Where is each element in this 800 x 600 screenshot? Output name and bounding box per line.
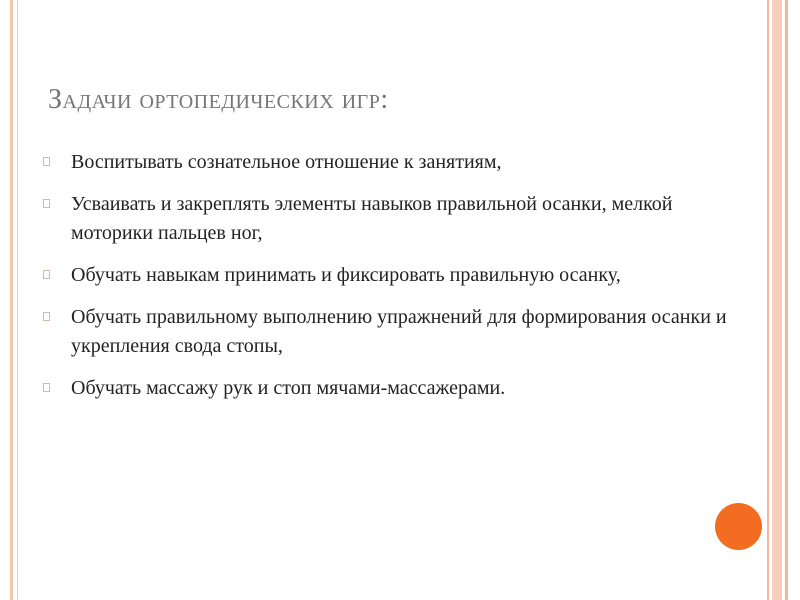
right-border-stripe [767, 0, 769, 600]
bullet-list [40, 148, 740, 416]
bullet-item [40, 190, 740, 248]
bullet-marker-icon [43, 383, 50, 392]
bullet-text: Обучать правильному выполнению упражнений для формирования осанки и укрепления свода стопы, [71, 306, 727, 357]
bullet-text: Усваивать и закреплять элементы навыков правильной осанки, мелкой моторики пальцев ног, [71, 193, 673, 244]
left-border-line [10, 0, 13, 600]
bullet-marker-icon [43, 270, 50, 279]
bullet-item [40, 261, 740, 290]
orange-circle-decoration [715, 503, 762, 550]
bullet-item [40, 148, 740, 177]
left-border-thin-line [17, 0, 18, 600]
right-border-band [772, 0, 782, 600]
bullet-text: Обучать навыкам принимать и фиксировать правильную осанку, [71, 264, 621, 286]
slide-title: Задачи ортопедических игр: [48, 84, 389, 115]
right-border-stripe-outer [785, 0, 788, 600]
bullet-marker-icon [43, 312, 50, 321]
bullet-text: Обучать массажу рук и стоп мячами-массажерами. [71, 377, 506, 399]
bullet-item [40, 303, 740, 361]
bullet-marker-icon [43, 157, 50, 166]
bullet-item [40, 374, 740, 403]
bullet-marker-icon [43, 199, 50, 208]
bullet-text: Воспитывать сознательное отношение к занятиям, [71, 151, 502, 173]
